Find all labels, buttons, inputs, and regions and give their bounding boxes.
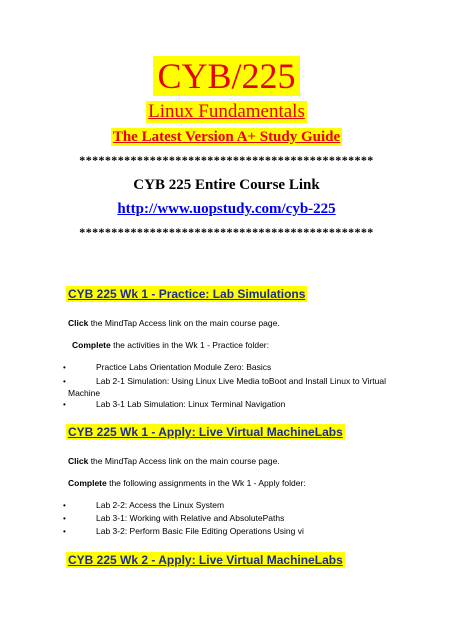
bullet-icon: • <box>63 501 66 510</box>
document-title: CYB/225 <box>153 56 299 96</box>
course-link-block <box>0 200 453 218</box>
click-rest: the MindTap Access link on the main course page. <box>88 456 280 466</box>
list-item-text: Lab 3-2: Perform Basic File Editing Operations Using vi <box>96 526 304 536</box>
list-item-text: Lab 2-1 Simulation: Using Linux Live Media toBoot and Install Linux to Virtual <box>96 376 386 386</box>
list-item-text: Lab 3-1 Lab Simulation: Linux Terminal Navigation <box>96 399 286 409</box>
title-block <box>0 56 453 96</box>
course-link-label: CYB 225 Entire Course Link <box>133 177 320 193</box>
section2-click-instruction <box>68 456 280 466</box>
section-heading-wk1-apply[interactable]: CYB 225 Wk 1 - Apply: Live Virtual MachineLabs <box>68 425 343 439</box>
click-rest: the MindTap Access link on the main course page. <box>88 318 280 328</box>
bullet-icon: • <box>63 363 66 372</box>
section1-complete-instruction <box>72 340 269 350</box>
complete-word: Complete <box>72 340 111 350</box>
study-guide-label: The Latest Version A+ Study Guide <box>112 129 341 145</box>
course-link-label-block <box>0 176 453 194</box>
bullet-icon: • <box>63 527 66 536</box>
subtitle-block <box>0 101 453 123</box>
section-heading-wk1-practice[interactable]: CYB 225 Wk 1 - Practice: Lab Simulations <box>68 287 306 301</box>
bullet-icon: • <box>63 377 66 386</box>
section1-click-instruction <box>68 318 280 328</box>
click-word: Click <box>68 456 89 466</box>
document-subtitle: Linux Fundamentals <box>148 101 305 122</box>
star-divider-top: ********************************************** <box>79 153 374 167</box>
complete-word: Complete <box>68 478 107 488</box>
guide-block <box>0 128 453 146</box>
bullet-icon: • <box>63 514 66 523</box>
section-heading-wk2-apply[interactable]: CYB 225 Wk 2 - Apply: Live Virtual MachineLabs <box>68 553 343 567</box>
complete-rest: the activities in the Wk 1 - Practice folder: <box>110 340 269 350</box>
course-link[interactable]: http://www.uopstudy.com/cyb-225 <box>117 201 336 217</box>
section2-complete-instruction <box>68 478 306 488</box>
list-item-continuation: Machine <box>68 388 101 398</box>
click-word: Click <box>68 318 89 328</box>
complete-rest: the following assignments in the Wk 1 - Apply folder: <box>106 478 306 488</box>
list-item-text: Lab 3-1: Working with Relative and AbsolutePaths <box>96 513 285 523</box>
list-item-text: Practice Labs Orientation Module Zero: Basics <box>96 362 272 372</box>
bullet-icon: • <box>63 400 66 409</box>
star-divider-bottom: ********************************************** <box>79 225 374 239</box>
list-item-text: Lab 2-2: Access the Linux System <box>96 500 225 510</box>
